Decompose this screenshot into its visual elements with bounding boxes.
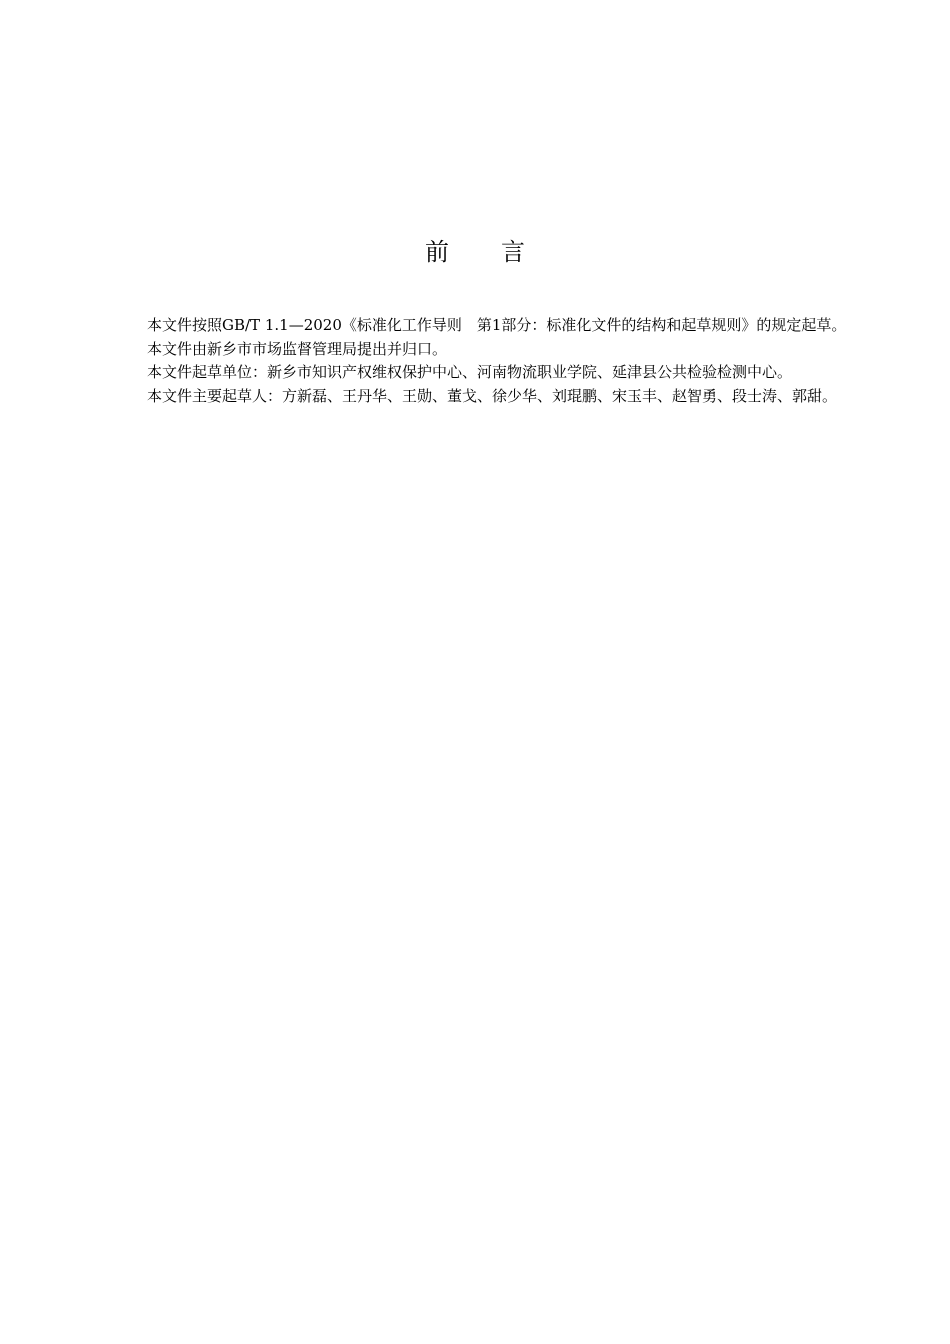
title-char-2: 言 — [501, 238, 525, 266]
paragraph-drafters: 本文件主要起草人：方新磊、王丹华、王勋、董戈、徐少华、刘琨鹏、宋玉丰、赵智勇、段士涛、郭甜。 — [147, 386, 838, 405]
paragraph-proposer: 本文件由新乡市市场监督管理局提出并归口。 — [147, 339, 448, 358]
page-title — [0, 232, 950, 272]
title-char-1: 前 — [425, 238, 449, 266]
paragraph-drafting-units: 本文件起草单位：新乡市知识产权维权保护中心、河南物流职业学院、延津县公共检验检测中心。 — [147, 363, 793, 381]
foreword-body — [113, 314, 861, 408]
paragraph-drafting-rules: 本文件按照GB/T 1.1—2020《标准化工作导则 第1部分：标准化文件的结构和起草规则》的规定起草。 — [147, 316, 847, 334]
